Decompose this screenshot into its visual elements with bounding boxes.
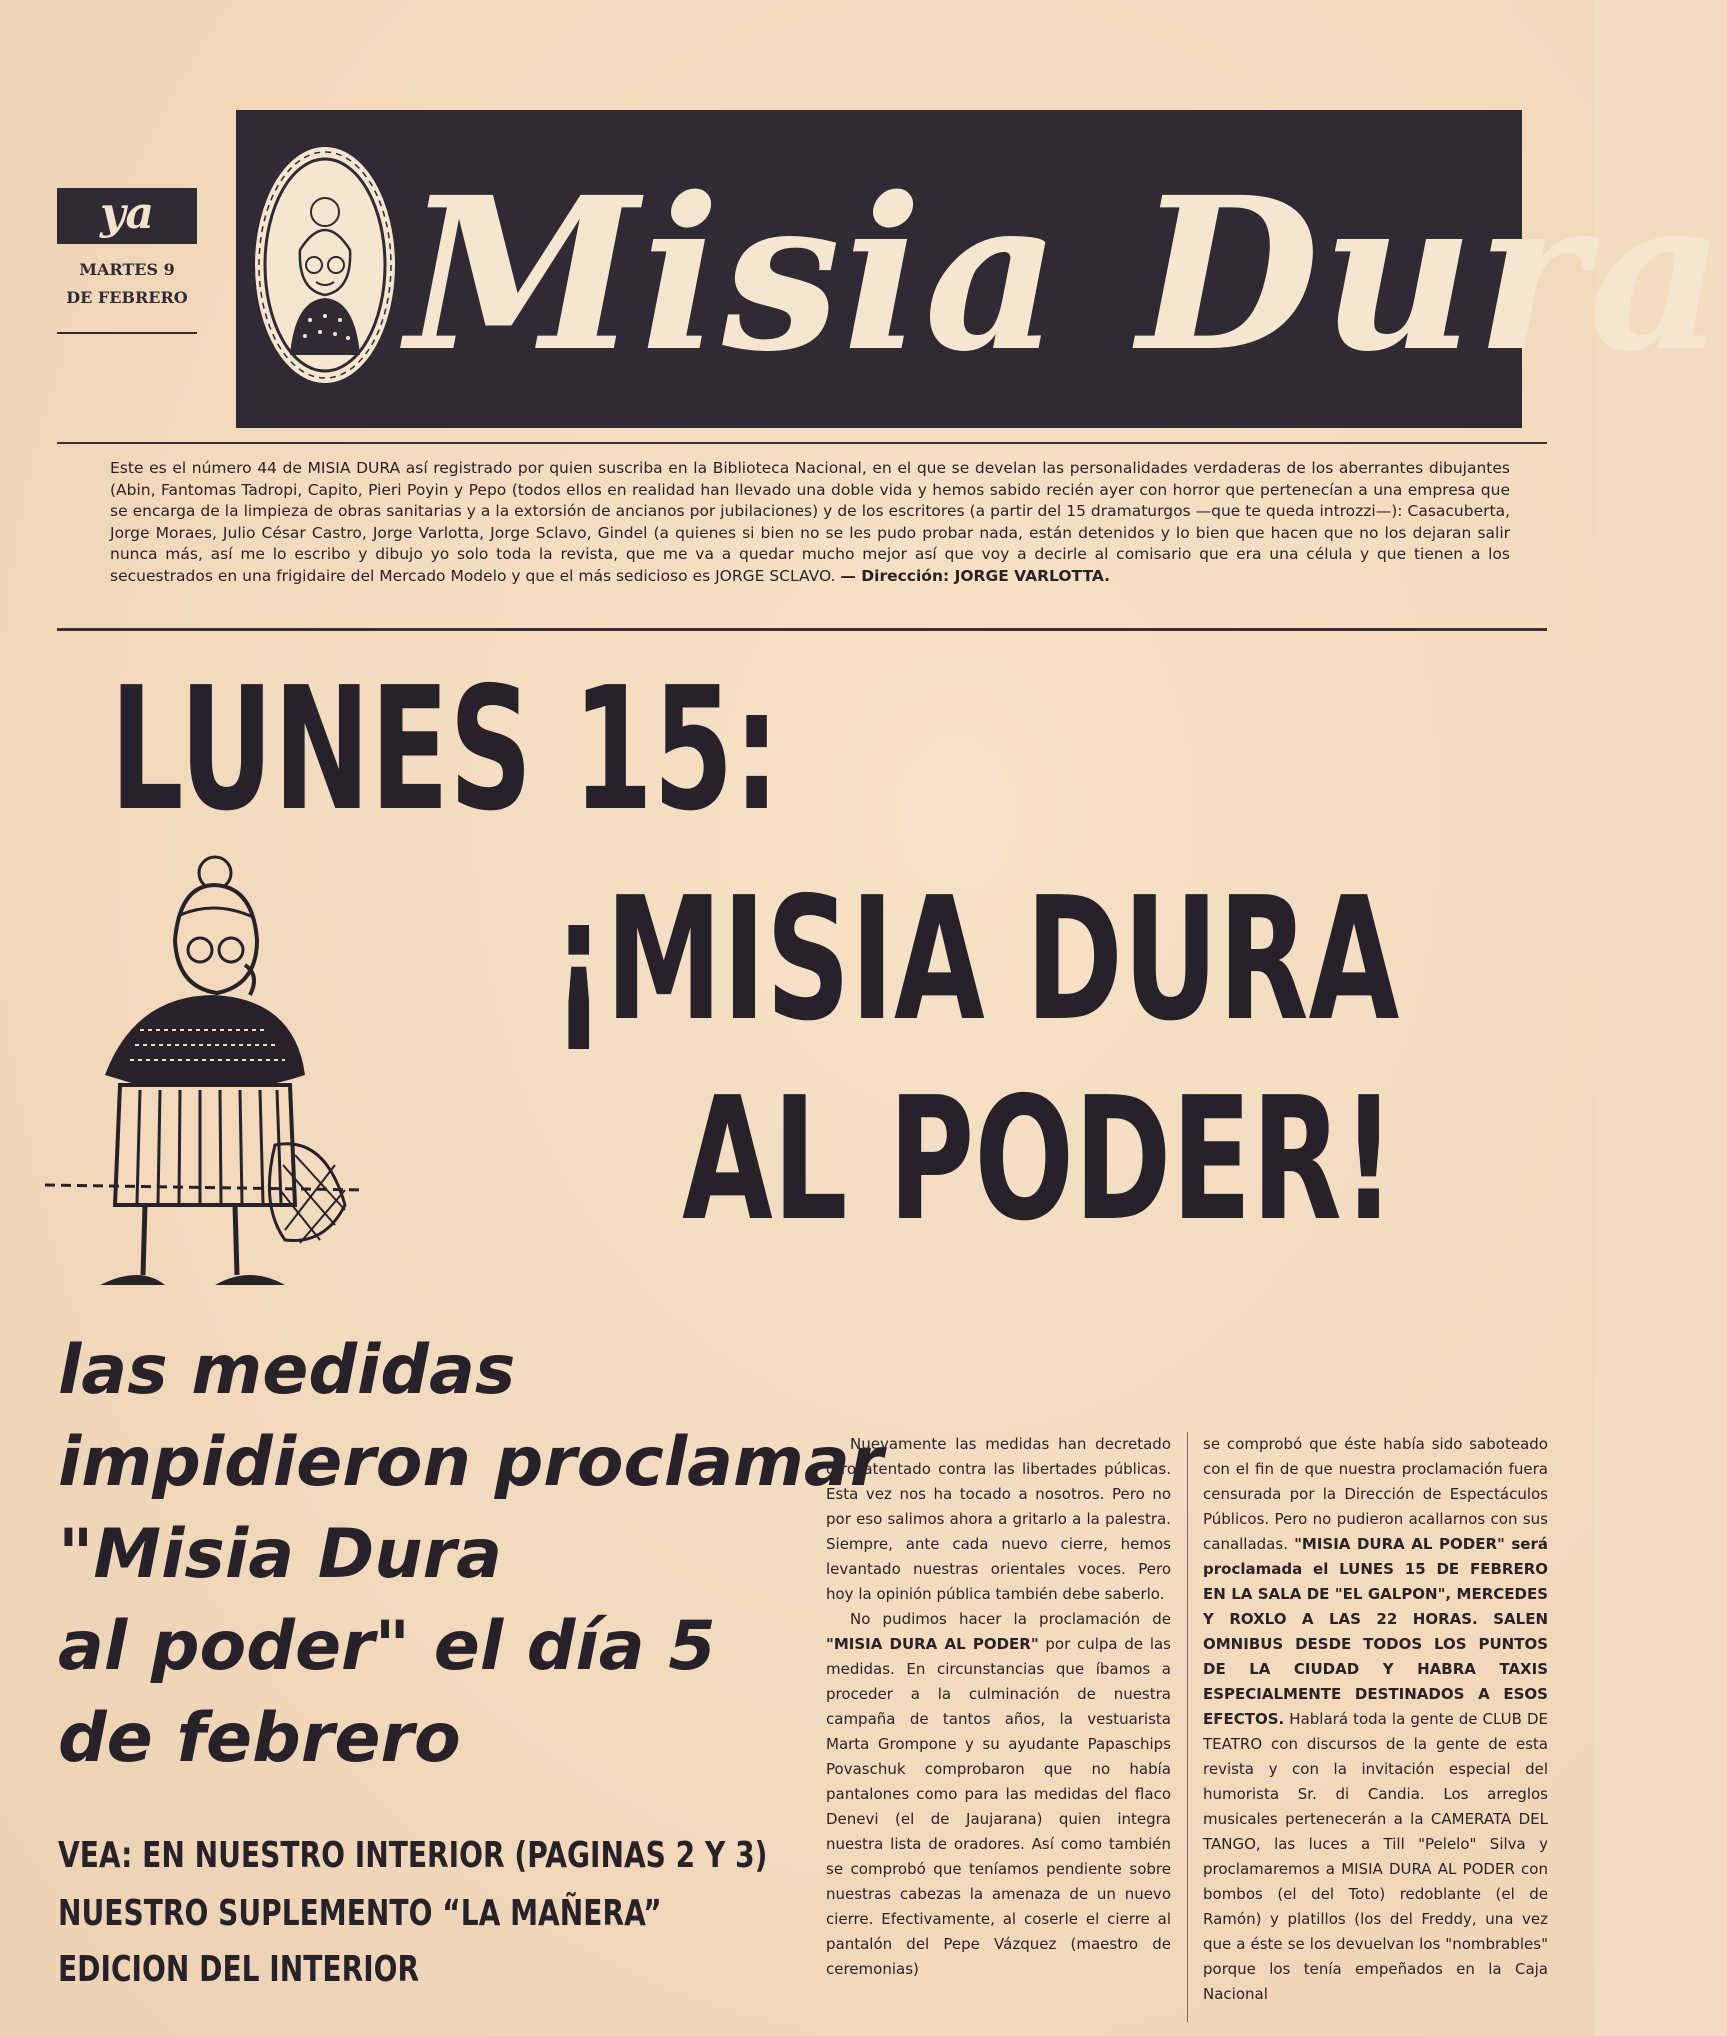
masthead-banner [236,110,1727,428]
article-paragraph-2 [826,1607,1171,1982]
date-divider [57,332,197,334]
column-divider [1187,1432,1188,2022]
direccion-credit: — Dirección: JORGE VARLOTTA. [840,566,1111,585]
masthead-title: Misia Dura [406,151,1727,398]
vea-line-1: VEA: EN NUESTRO INTERIOR (PAGINAS 2 Y 3) [58,1835,768,1876]
subhead-line-4: al poder" el día 5 [58,1607,716,1686]
article-col2-start: se comprobó que éste había sido saboteado con el fin de que nuestra proclamación fuera censurada por la Dirección de Espectáculos Públicos. Pero no pudieron acallarnos con sus canalladas. [1203,1435,1548,1553]
subhead-line-3: "Misia Dura [58,1515,503,1594]
intro-text: Este es el número 44 de MISIA DURA así registrado por quien suscriba en la Biblioteca Nacional, en el que se develan las personalidades verdaderas de los aberrantes dibujantes (Abin, Fantomas Tadropi, Capito, Pieri Poyin y Pepo (todos ellos en realidad han llevado una doble vida y hemos sabido recién ayer con horror que pertenecían a una empresa que se encarga de la limpieza de obras sanitarias y a la extorsión de ancianos por jubilaciones) y de los escritores (a partir del 15 dramaturgos —que te queda introzzi—): Casacuberta, Jorge Moraes, Julio César Castro, Jorge Varlotta, Jorge Sclavo, Gindel (a quienes si bien no se les pudo probar nada, están detenidos y lo bien que hacen que no los dejaran salir nunca más, así me lo escribo y dibujo yo solo toda la revista, que me va a quedar mucho mejor así que voy a decirle al comisario que era una célula y que tienen a los secuestrados en una frigidaire del Mercado Modelo y que el más sedicioso es JORGE SCLAVO. [110,459,1510,585]
grandma-portrait-icon [250,140,400,390]
headline-line-3: AL PODER! [682,1061,1396,1259]
article-p2-start: No pudimos hacer la proclamación de [850,1610,1171,1628]
intro-paragraph [110,458,1510,587]
subheadline [58,1325,884,1785]
grandma-illustration-icon [45,845,365,1305]
headline-line-1: LUNES 15: [110,651,780,849]
date-line-2: DE FEBRERO [66,288,188,307]
article-p2-bold: "MISIA DURA AL PODER" [826,1635,1039,1653]
date-line-1: MARTES 9 [79,260,175,279]
issue-date [57,256,197,312]
subhead-line-1: las medidas [58,1331,516,1410]
headline-line-2: ¡MISIA DURA [552,861,1400,1059]
article-paragraph-1: Nuevamente las medidas han decretado otro atentado contra las libertades públicas. Esta vez nos ha tocado a nosotros. Pero no por eso salimos ahora a gritarlo a la palestra. Siempre, ante cada nuevo cierre, hemos levantado nuestras orientales voces. Pero hoy la opinión pública también debe saberlo. [826,1435,1171,1603]
intro-top-rule [57,442,1547,444]
article-column-1 [826,1432,1171,1982]
article-paragraph-3 [1203,1432,1548,2007]
article-col2-bold: "MISIA DURA AL PODER" será proclamada el LUNES 15 DE FEBRERO EN LA SALA DE "EL GALPON", MERCEDES Y ROXLO A LAS 22 HORAS. SALEN OMNIBUS DESDE TODOS LOS PUNTOS DE LA CIUDAD Y HABRA TAXIS ESPECIALMENTE DESTINADOS A ESOS EFECTOS. [1203,1535,1548,1728]
ya-logo: ya [57,188,197,244]
article-col2-rest: Hablará toda la gente de CLUB DE TEATRO con discursos de la gente de esta revista y con la invitación especial del humorista Sr. di Candia. Los arreglos musicales pertenecerán a la CAMERATA DEL TANGO, las luces a Till "Pelelo" Silva y proclamaremos a MISIA DURA AL PODER con bombos (el del Toto) redoblante (el de Ramón) y platillos (los del Freddy, una vez que a éste se los devuelvan los "nombrables" porque los tenía empeñados en la Caja Nacional [1203,1710,1548,2003]
vea-line-3: EDICION DEL INTERIOR [58,1949,420,1990]
intro-bottom-rule [57,628,1547,631]
subhead-line-2: impidieron proclamar [58,1423,884,1502]
subhead-line-5: de febrero [58,1699,461,1778]
vea-line-2: NUESTRO SUPLEMENTO “LA MAÑERA” [58,1893,662,1934]
article-p2-rest: por culpa de las medidas. En circunstancias que íbamos a proceder a la culminación de nuestra campaña de tantos años, la vestuarista Marta Grompone y su ayudante Papaschips Povaschuk comprobaron que no había pantalones como para las medidas del flaco Denevi (el de Jaujarana) quien integra nuestra lista de oradores. Así como también se comprobó que teníamos pendiente sobre nuestras cabezas la amenaza de un nuevo cierre. Efectivamente, al coserle el cierre al pantalón del Pepe Vázquez (maestro de ceremonias) [826,1635,1171,1978]
article-column-2 [1203,1432,1548,2007]
